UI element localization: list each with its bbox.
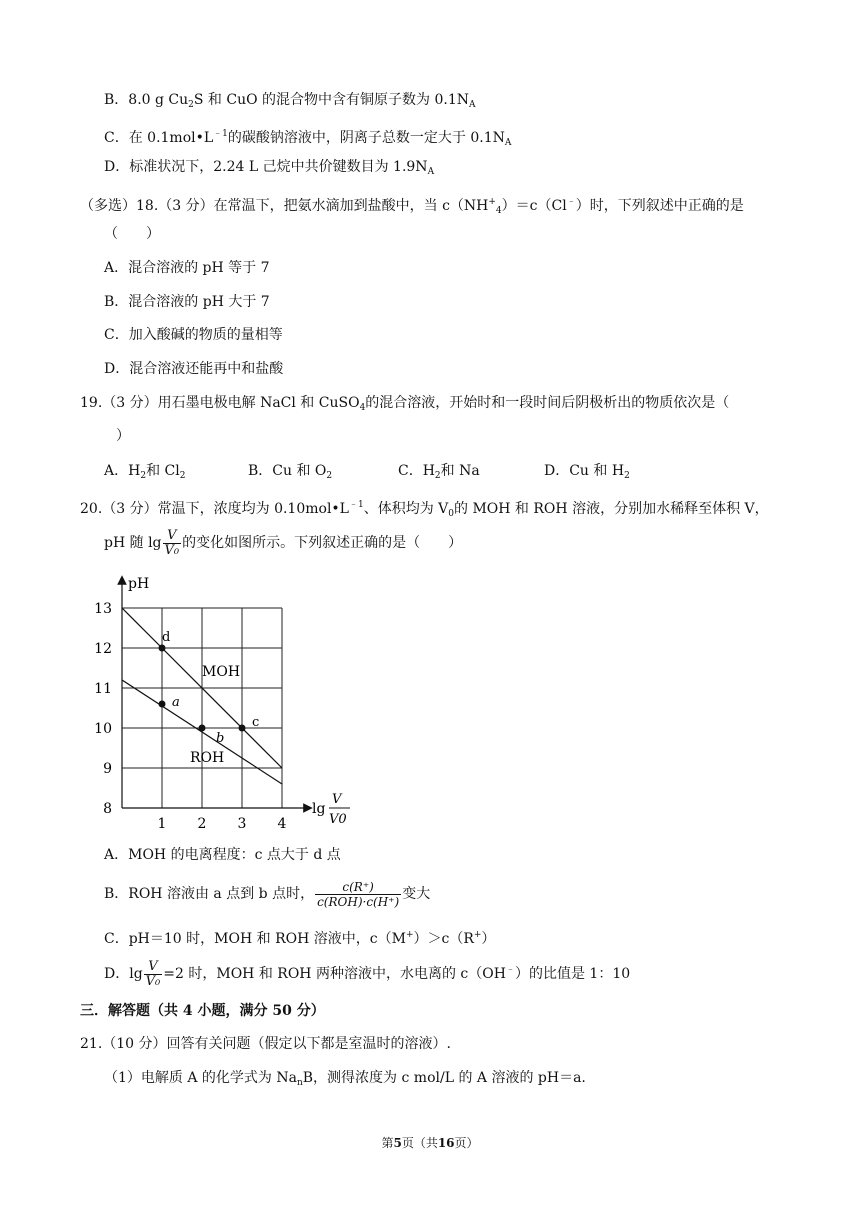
x-tick-label: 1 xyxy=(157,816,167,832)
x-label-lg: lg xyxy=(312,801,326,817)
lg-fraction: $\frac{V}{\text{V₀}}$ xyxy=(164,527,180,558)
q18-stem: （多选）18.（3 分）在常温下，把氨水滴加到盐酸中，当 $c(NH^+_4)=c(Cl^﹣)$时，下列叙述中正确的是 xyxy=(80,197,744,216)
q19-option-a: A．$H_2$和 $Cl_2$ xyxy=(104,463,186,481)
series-label-moh: MOH xyxy=(202,664,241,680)
q20-option-a: A．MOH 的电离程度：c 点大于 d 点 xyxy=(104,847,341,863)
q19-option-b: B．Cu 和 $O_2$ xyxy=(248,463,333,481)
q19-option-d: D．Cu 和 $H_2$ xyxy=(544,463,630,481)
y-axis-label: pH xyxy=(128,576,150,592)
q18-option-c: C．加入酸碱的物质的量相等 xyxy=(104,327,283,343)
q21-stem: 21.（10 分）回答有关问题（假定以下都是室温时的溶液）. xyxy=(80,1036,451,1052)
y-tick-label: 10 xyxy=(94,721,112,737)
x-label-den: V0 xyxy=(329,812,347,827)
point-d xyxy=(159,645,166,652)
x-label-num: V xyxy=(332,792,342,807)
q19-stem-paren: ） xyxy=(116,428,130,444)
q18-stem-paren: （ ） xyxy=(104,226,160,242)
q18-option-b: B．混合溶液的 pH 大于 7 xyxy=(104,294,270,310)
q21-sub1: （1）电解质 A 的化学式为 $Na_nB$，测得浓度为 c mol/L 的 A 溶液的 pH＝a. xyxy=(104,1070,586,1088)
q20-stem: 20.（3 分）常温下，浓度均为 $0.10mol•L^{﹣1}$、体积均为 $V_0$的 MOH 和 ROH 溶液，分别加水稀释至体积 V， xyxy=(80,500,769,519)
point-label-d: d xyxy=(162,630,171,645)
section-3-title: 三．解答题（共 4 小题，满分 50 分） xyxy=(80,1003,325,1019)
point-label-a: a xyxy=(172,695,180,710)
chart-grid xyxy=(122,608,282,808)
q17-option-b: B．8.0 g $Cu_2S$ 和 CuO 的混合物中含有铜原子数为 $0.1N_A$ xyxy=(104,92,476,110)
point-b xyxy=(199,725,206,732)
point-label-c: c xyxy=(252,715,260,730)
x-tick-label: 4 xyxy=(277,816,287,832)
y-tick-label: 8 xyxy=(103,801,112,817)
y-tick-label: 11 xyxy=(94,681,112,697)
point-c xyxy=(239,725,246,732)
y-tick-label: 12 xyxy=(94,641,112,657)
point-a xyxy=(159,701,166,708)
x-axis-label xyxy=(312,792,350,827)
q20-option-d: D．lg $\frac{V}{\text{V₀}}$ =2 时，MOH 和 ROH 两种溶液中，水电离的 c（OH﹣）的比值是 1：10 xyxy=(104,958,631,989)
x-tick-label: 2 xyxy=(197,816,207,832)
series-label-roh: ROH xyxy=(190,750,225,766)
q20-stem-line2: pH 随 lg $\frac{V}{\text{V₀}}$ 的变化如图所示。下列叙述正确的是（ ） xyxy=(104,527,463,558)
q19-option-c: C．$H_2$和 Na xyxy=(398,463,480,481)
q18-option-d: D．混合溶液还能再中和盐酸 xyxy=(104,361,284,377)
q18-option-a: A．混合溶液的 pH 等于 7 xyxy=(104,260,270,276)
y-tick-label: 9 xyxy=(103,761,112,777)
ph-dilution-chart xyxy=(88,568,378,838)
y-tick-label: 13 xyxy=(94,601,112,617)
q19-stem: 19.（3 分）用石墨电极电解 NaCl 和 CuSO$_4$的混合溶液，开始时和一段时间后阴极析出的物质依次是（ xyxy=(80,395,730,413)
q17-option-c: C．在 $0.1mol•L^{﹣1}$的碳酸钠溶液中，阴离子总数一定大于 $0.1N_A$ xyxy=(104,129,512,148)
q20-option-b: B．ROH 溶液由 a 点到 b 点时， $\frac{c(R^+)}{\text{c(ROH)·c(H⁺)}}$ 变大 xyxy=(104,879,431,909)
point-label-b: b xyxy=(216,731,225,746)
page-footer: 第5页（共16页） xyxy=(381,1136,479,1150)
q20-option-c: C．pH＝10 时，MOH 和 ROH 溶液中，c（M+）＞c（R+） xyxy=(104,930,496,947)
q17-option-d: D．标准状况下，2.24 L 己烷中共价键数目为 $1.9N_A$ xyxy=(104,159,435,177)
x-tick-label: 3 xyxy=(237,816,247,832)
